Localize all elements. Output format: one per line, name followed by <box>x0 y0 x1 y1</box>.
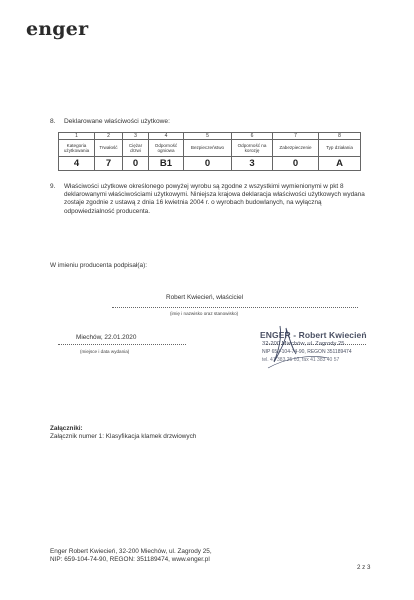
table-value-cell: B1 <box>149 157 184 171</box>
footer-registry: NIP: 659-104-74-90, REGON: 351189474, www.enger.pl <box>50 556 210 564</box>
table-header-cell: Typ działania <box>319 140 361 157</box>
table-header-cell: Kategoria użytkowania <box>59 140 95 157</box>
table-header-cell: Odporność ogniowa <box>149 140 184 157</box>
signed-on-behalf-label: W imieniu producenta podpisał(a): <box>50 262 147 269</box>
table-value-cell: 3 <box>232 157 273 171</box>
signatory-name: Robert Kwiecień, właściciel <box>166 294 244 301</box>
table-value-cell: 0 <box>184 157 232 171</box>
section-9-paragraph <box>50 183 370 216</box>
table-index-cell: 1 <box>59 133 95 140</box>
attachments-heading: Załączniki: <box>50 425 83 432</box>
footer-address: Enger Robert Kwiecień, 32-200 Miechów, ul. Zagrody 25, <box>50 548 212 555</box>
table-header-cell: Trwałość <box>95 140 123 157</box>
stamp-line-address: 32-200 Miechów, ul. Zagrody 25 <box>262 341 345 347</box>
page-number: 2 z 3 <box>357 564 371 571</box>
date-dotted-line <box>58 344 186 345</box>
stamp-line-registry: NIP 659-104-74-90, REGON 351189474 <box>262 349 352 355</box>
table-value-cell: 0 <box>273 157 319 171</box>
table-index-cell: 3 <box>123 133 149 140</box>
company-logo: enger <box>26 18 89 40</box>
table-index-cell: 8 <box>319 133 361 140</box>
page-footer <box>50 548 212 565</box>
table-header-cell: Ciężar drzwi <box>123 140 149 157</box>
section-8-title <box>50 118 170 125</box>
place-and-date: Miechów, 22.01.2020 <box>76 334 137 341</box>
section-8-heading: Deklarowane właściwości użytkowe: <box>64 118 170 125</box>
table-value-cell: 0 <box>123 157 149 171</box>
table-value-row <box>59 157 361 171</box>
place-date-caption: (miejsce i data wydania) <box>80 349 130 354</box>
table-header-cell: Bezpieczeństwo <box>184 140 232 157</box>
table-index-row <box>59 133 361 140</box>
section-8-number: 8. <box>50 118 56 125</box>
section-9-text: Właściwości użytkowe określonego powyżej wyrobu są zgodne z wszystkimi wymienionymi w pkt 8 deklarowanymi właściwościami użytkowymi. Niniejsza krajowa deklaracja właściwości użytkowych wydana zostaje zgodnie z ustawą z dnia 16 kwietnia 2004 r. o wyrobach budowlanych, na wyłączną odpowiedzialność producenta. <box>64 183 365 215</box>
table-header-row <box>59 140 361 157</box>
table-value-cell: A <box>319 157 361 171</box>
table-index-cell: 2 <box>95 133 123 140</box>
table-index-cell: 6 <box>232 133 273 140</box>
table-header-cell: Odporność na korozję <box>232 140 273 157</box>
table-index-cell: 5 <box>184 133 232 140</box>
table-value-cell: 4 <box>59 157 95 171</box>
table-index-cell: 7 <box>273 133 319 140</box>
table-value-cell: 7 <box>95 157 123 171</box>
attachment-item: Załącznik numer 1: Klasyfikacja klamek drzwiowych <box>50 433 197 440</box>
table-index-cell: 4 <box>149 133 184 140</box>
stamp-line-company: ENGER - Robert Kwiecień <box>260 330 367 340</box>
section-9-number: 9. <box>50 183 56 190</box>
name-dotted-line <box>112 307 358 308</box>
name-caption: (imię i nazwisko oraz stanowisko) <box>170 311 239 316</box>
stamp-line-contact: tel. 41 383 25 03, fax 41 383 40 57 <box>262 357 340 363</box>
properties-table <box>58 132 361 171</box>
handwritten-signature <box>256 318 376 374</box>
table-header-cell: Zabezpieczenie <box>273 140 319 157</box>
